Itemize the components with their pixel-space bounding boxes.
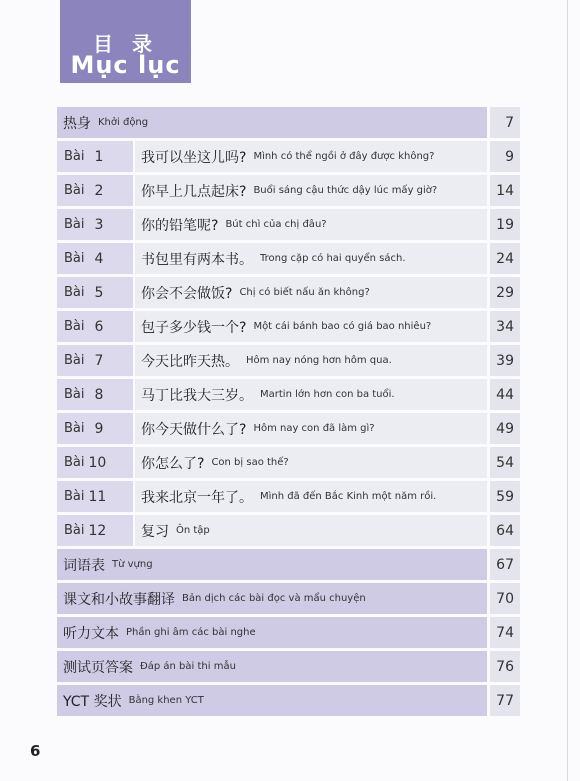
lesson-label: [57, 447, 133, 478]
entry-chinese: 我可以坐这儿吗?: [141, 149, 247, 166]
lesson-number: 2: [94, 182, 104, 199]
toc-row-vocabulary[interactable]: [57, 549, 520, 580]
lesson-word: Bài: [64, 387, 85, 402]
toc-row-lesson-9[interactable]: [57, 413, 520, 444]
entry-vietnamese: Chị có biết nấu ăn không?: [239, 287, 370, 298]
entry-vietnamese: Martin lớn hơn con ba tuổi.: [260, 389, 395, 400]
lesson-title: [135, 515, 487, 546]
toc-row-lesson-3[interactable]: [57, 209, 520, 240]
toc-row-lesson-4[interactable]: [57, 243, 520, 274]
entry-page-number: 70: [490, 583, 520, 614]
lesson-title: [135, 447, 487, 478]
lesson-label: [57, 345, 133, 376]
entry-vietnamese: Hôm nay con đã làm gì?: [253, 423, 375, 434]
entry-page-number: 59: [490, 481, 520, 512]
toc-entry: [57, 107, 487, 138]
lesson-number: 6: [94, 318, 104, 335]
lesson-label: [57, 277, 133, 308]
lesson-word: Bài: [64, 319, 85, 334]
lesson-number: 3: [94, 216, 104, 233]
lesson-word: Bài: [64, 251, 85, 266]
lesson-title: [135, 277, 487, 308]
toc-row-intro[interactable]: [57, 107, 520, 138]
lesson-label: [57, 175, 133, 206]
lesson-word: Bài: [64, 285, 85, 300]
entry-page-number: 54: [490, 447, 520, 478]
lesson-word: Bài: [64, 421, 85, 436]
entry-chinese: 你怎么了?: [141, 455, 205, 472]
entry-page-number: 44: [490, 379, 520, 410]
entry-chinese: 热身: [63, 115, 91, 132]
lesson-label: [57, 481, 133, 512]
entry-page-number: 39: [490, 345, 520, 376]
entry-chinese: 你今天做什么了?: [141, 421, 247, 438]
entry-page-number: 67: [490, 549, 520, 580]
lesson-word: Bài: [64, 489, 85, 504]
entry-chinese: 你早上几点起床?: [141, 183, 247, 200]
toc-entry: [57, 141, 487, 172]
toc-row-lesson-12[interactable]: [57, 515, 520, 546]
entry-vietnamese: Trong cặp có hai quyển sách.: [260, 253, 406, 264]
lesson-number: 10: [88, 454, 107, 471]
entry-vietnamese: Bằng khen YCT: [128, 695, 204, 706]
lesson-title: [135, 345, 487, 376]
toc-row-lesson-1[interactable]: [57, 141, 520, 172]
lesson-word: Bài: [64, 455, 85, 470]
toc-entry: [57, 379, 487, 410]
title-vietnamese: Mục lục: [70, 51, 181, 79]
lesson-number: 1: [94, 148, 104, 165]
toc-entry: [57, 311, 487, 342]
entry-chinese: 课文和小故事翻译: [63, 591, 175, 608]
entry-page-number: 24: [490, 243, 520, 274]
toc-title-box: [60, 0, 191, 83]
entry-vietnamese: Mình có thể ngồi ở đây được không?: [253, 151, 435, 162]
entry-vietnamese: Đáp án bài thi mẫu: [140, 661, 236, 672]
lesson-word: Bài: [64, 353, 85, 368]
toc-entry: [57, 617, 487, 648]
lesson-label: [57, 311, 133, 342]
toc-row-lesson-7[interactable]: [57, 345, 520, 376]
entry-vietnamese: Từ vựng: [112, 559, 153, 570]
entry-page-number: 29: [490, 277, 520, 308]
lesson-title: [135, 209, 487, 240]
page-number: 6: [30, 742, 41, 760]
toc-row-lesson-10[interactable]: [57, 447, 520, 478]
entry-chinese: 我来北京一年了。: [141, 489, 253, 506]
entry-chinese: 你会不会做饭?: [141, 285, 233, 302]
toc-entry: [57, 277, 487, 308]
toc-row-lesson-8[interactable]: [57, 379, 520, 410]
toc-entry: [57, 549, 487, 580]
lesson-number: 12: [88, 522, 107, 539]
entry-page-number: 9: [490, 141, 520, 172]
entry-chinese: 书包里有两本书。: [141, 251, 253, 268]
entry-chinese: 今天比昨天热。: [141, 353, 239, 370]
entry-vietnamese: Con bị sao thế?: [211, 457, 289, 468]
entry-chinese: 包子多少钱一个?: [141, 319, 247, 336]
toc-entry: [57, 243, 487, 274]
entry-page-number: 14: [490, 175, 520, 206]
entry-chinese: 你的铅笔呢?: [141, 217, 219, 234]
lesson-title: [135, 311, 487, 342]
entry-vietnamese: Một cái bánh bao có giá bao nhiêu?: [253, 321, 432, 332]
toc-row-certificate[interactable]: [57, 685, 520, 716]
lesson-label: [57, 141, 133, 172]
entry-vietnamese: Phần ghi âm các bài nghe: [126, 627, 256, 638]
lesson-number: 11: [88, 488, 107, 505]
entry-chinese: 复习: [141, 523, 169, 540]
entry-page-number: 49: [490, 413, 520, 444]
toc-row-listening-scripts[interactable]: [57, 617, 520, 648]
entry-vietnamese: Ôn tập: [176, 525, 210, 536]
toc-row-lesson-2[interactable]: [57, 175, 520, 206]
toc-row-lesson-6[interactable]: [57, 311, 520, 342]
title-chinese: 目 录: [93, 32, 158, 56]
toc-entry: [57, 481, 487, 512]
entry-vietnamese: Khởi động: [98, 117, 149, 128]
lesson-title: [135, 243, 487, 274]
entry-chinese: 词语表: [63, 557, 105, 574]
lesson-number: 7: [94, 352, 104, 369]
toc-entry: [57, 209, 487, 240]
entry-vietnamese: Bản dịch các bài đọc và mẩu chuyện: [182, 593, 366, 604]
lesson-word: Bài: [64, 183, 85, 198]
lesson-label: [57, 379, 133, 410]
lesson-number: 9: [94, 420, 104, 437]
lesson-word: Bài: [64, 523, 85, 538]
entry-vietnamese: Mình đã đến Bắc Kinh một năm rồi.: [260, 491, 437, 502]
entry-page-number: 76: [490, 651, 520, 682]
toc-row-lesson-11[interactable]: [57, 481, 520, 512]
lesson-title: [135, 141, 487, 172]
entry-page-number: 64: [490, 515, 520, 546]
entry-vietnamese: Bút chì của chị đâu?: [225, 219, 327, 230]
lesson-title: [135, 379, 487, 410]
toc-entry: [57, 583, 487, 614]
entry-chinese: 听力文本: [63, 625, 119, 642]
lesson-word: Bài: [64, 149, 85, 164]
lesson-title: [135, 175, 487, 206]
entry-page-number: 74: [490, 617, 520, 648]
entry-vietnamese: Hôm nay nóng hơn hôm qua.: [246, 355, 392, 366]
entry-page-number: 77: [490, 685, 520, 716]
lesson-title: [135, 481, 487, 512]
entry-chinese: YCT 奖状: [63, 693, 122, 710]
toc-entry: [57, 413, 487, 444]
lesson-label: [57, 243, 133, 274]
lesson-label: [57, 515, 133, 546]
entry-page-number: 7: [490, 107, 520, 138]
entry-chinese: 马丁比我大三岁。: [141, 387, 253, 404]
toc-entry: [57, 515, 487, 546]
toc-entry: [57, 651, 487, 682]
entry-vietnamese: Buổi sáng cậu thức dậy lúc mấy giờ?: [253, 185, 438, 196]
lesson-number: 4: [94, 250, 104, 267]
lesson-label: [57, 413, 133, 444]
lesson-label: [57, 209, 133, 240]
page-edge-line: [567, 0, 568, 781]
lesson-number: 5: [94, 284, 104, 301]
toc-row-test-answers[interactable]: [57, 651, 520, 682]
toc-row-lesson-5[interactable]: [57, 277, 520, 308]
entry-chinese: 测试页答案: [63, 659, 133, 676]
toc-row-translations[interactable]: [57, 583, 520, 614]
toc-entry: [57, 175, 487, 206]
entry-page-number: 34: [490, 311, 520, 342]
toc-entry: [57, 345, 487, 376]
entry-page-number: 19: [490, 209, 520, 240]
lesson-word: Bài: [64, 217, 85, 232]
lesson-title: [135, 413, 487, 444]
toc-entry: [57, 685, 487, 716]
table-of-contents: [57, 107, 520, 719]
toc-entry: [57, 447, 487, 478]
lesson-number: 8: [94, 386, 104, 403]
